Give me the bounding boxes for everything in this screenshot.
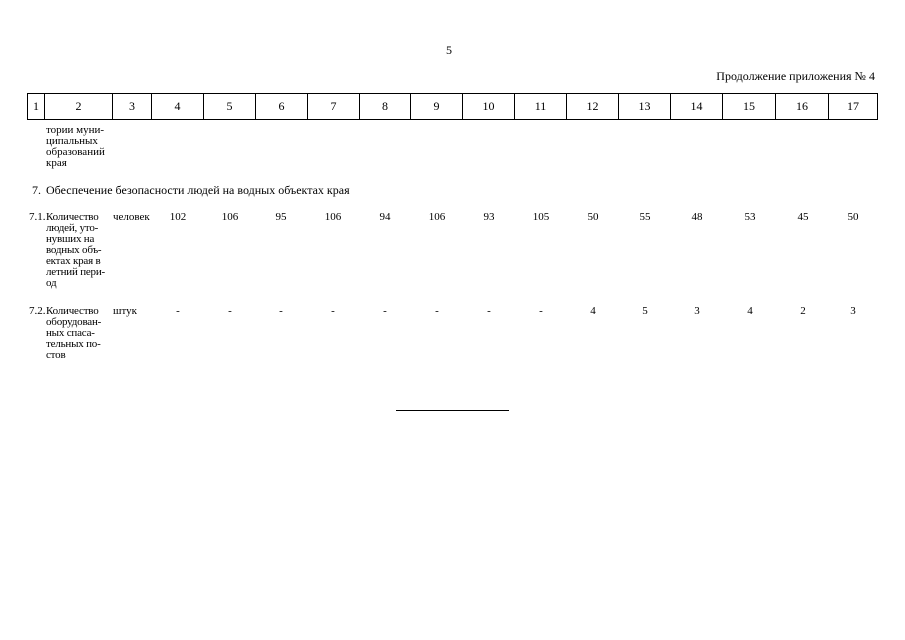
closing-rule [396,410,509,411]
row-value: 50 [847,211,859,223]
continuation-label: Продолжение приложения № 4 [716,69,875,83]
row-value: 4 [590,305,596,317]
row-value: - [176,305,180,317]
column-header-5: 5 [204,94,256,120]
column-header-4: 4 [152,94,204,120]
row-value: - [539,305,543,317]
row-value: 93 [483,211,495,223]
column-header-7: 7 [308,94,360,120]
row-value: 2 [800,305,806,317]
row-value: 106 [221,211,239,223]
row-value: 105 [532,211,550,223]
row-value: 45 [797,211,809,223]
row-number: 7.1. [29,211,46,223]
column-header-14: 14 [671,94,723,120]
row-value: 5 [642,305,648,317]
row-indicator: Количество людей, уто- нувших на водных объ- ектах края в летний пери- од [46,211,106,289]
row-unit: штук [113,305,137,317]
row-value: 95 [275,211,287,223]
section-title: Обеспечение безопасности людей на водных объектах края [46,183,350,197]
row-value: 53 [744,211,756,223]
row-value: - [383,305,387,317]
column-header-10: 10 [463,94,515,120]
column-header-3: 3 [113,94,152,120]
column-header-13: 13 [619,94,671,120]
column-header-2: 2 [45,94,113,120]
column-header-9: 9 [411,94,463,120]
row-number: 7.2. [29,305,46,317]
row-value: 50 [587,211,599,223]
row-value: 55 [639,211,651,223]
section-number: 7. [32,183,41,197]
column-header-15: 15 [723,94,776,120]
column-header-6: 6 [256,94,308,120]
row-value: 3 [694,305,700,317]
row-value: - [331,305,335,317]
column-header-16: 16 [776,94,829,120]
row-indicator: Количество оборудован- ных спаса- тельных по- стов [46,305,102,361]
row-value: 106 [324,211,342,223]
row-value: - [435,305,439,317]
row-value: - [279,305,283,317]
page-number: 5 [446,43,452,57]
row-value: 3 [850,305,856,317]
row-value: - [487,305,491,317]
row-value: - [228,305,232,317]
previous-row-fragment: тории муни- ципальных образований края [46,124,105,169]
row-value: 4 [747,305,753,317]
column-header-11: 11 [515,94,567,120]
row-unit: человек [113,211,150,223]
row-value: 48 [691,211,703,223]
column-header-table [27,93,878,120]
row-value: 102 [169,211,187,223]
column-header-1: 1 [28,94,45,120]
column-header-8: 8 [360,94,411,120]
row-value: 106 [428,211,446,223]
column-header-12: 12 [567,94,619,120]
column-header-17: 17 [829,94,878,120]
row-value: 94 [379,211,391,223]
